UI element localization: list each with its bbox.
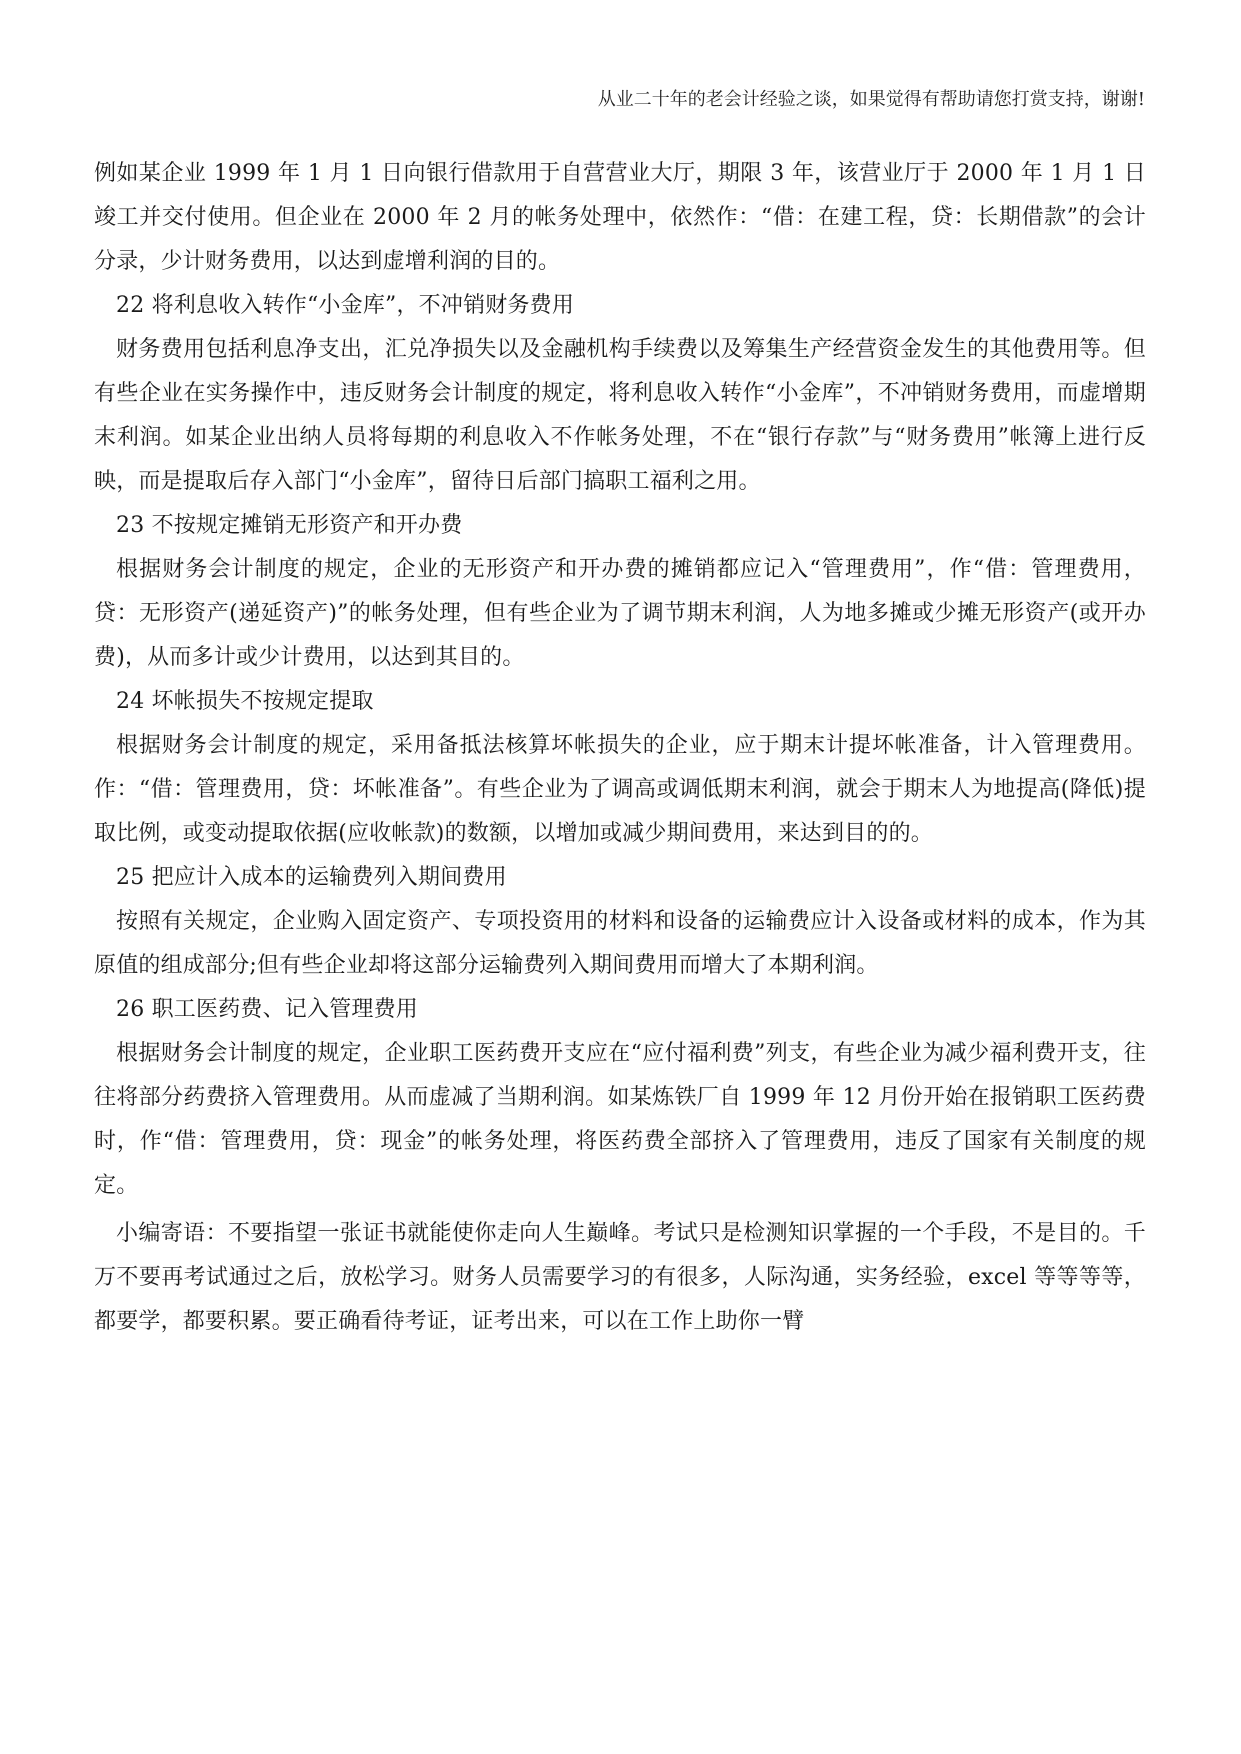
section-heading-26: 26 职工医药费、记入管理费用 — [116, 997, 418, 1022]
section-heading-23: 23 不按规定摊销无形资产和开办费 — [116, 513, 463, 538]
paragraph-section-24: 根据财务会计制度的规定，采用备抵法核算坏帐损失的企业，应于期末计提坏帐准备，计入管理费用。作：“借：管理费用，贷：坏帐准备”。有些企业为了调高或调低期末利润，就会于期末人为地提高(降低)提取比例，或变动提取依据(应收帐款)的数额，以增加或减少期间费用，来达到目的的。 — [94, 733, 1146, 846]
section-heading-25: 25 把应计入成本的运输费列入期间费用 — [116, 865, 507, 890]
section-heading-24: 24 坏帐损失不按规定提取 — [116, 689, 374, 714]
paragraph-section-22: 财务费用包括利息净支出，汇兑净损失以及金融机构手续费以及筹集生产经营资金发生的其他费用等。但有些企业在实务操作中，违反财务会计制度的规定，将利息收入转作“小金库”，不冲销财务费用，而虚增期末利润。如某企业出纳人员将每期的利息收入不作帐务处理，不在“银行存款”与“财务费用”帐簿上进行反映，而是提取后存入部门“小金库”，留待日后部门搞职工福利之用。 — [94, 337, 1146, 494]
section-heading-22: 22 将利息收入转作“小金库”，不冲销财务费用 — [116, 293, 575, 318]
paragraph-example-loan: 例如某企业 1999 年 1 月 1 日向银行借款用于自营营业大厅，期限 3 年，该营业厅于 2000 年 1 月 1 日竣工并交付使用。但企业在 2000 年 2 月的帐务处理中，依然作：“借：在建工程，贷：长期借款”的会计分录，少计财务费用，以达到虚增利润的目的。 — [94, 161, 1146, 274]
document-body — [94, 152, 1146, 1344]
paragraph-section-26: 根据财务会计制度的规定，企业职工医药费开支应在“应付福利费”列支，有些企业为减少福利费开支，往往将部分药费挤入管理费用。从而虚减了当期利润。如某炼铁厂自 1999 年 12 月份开始在报销职工医药费时，作“借：管理费用，贷：现金”的帐务处理，将医药费全部挤入了管理费用，违反了国家有关制度的规定。 — [94, 1041, 1146, 1198]
paragraph-section-25: 按照有关规定，企业购入固定资产、专项投资用的材料和设备的运输费应计入设备或材料的成本，作为其原值的组成部分;但有些企业却将这部分运输费列入期间费用而增大了本期利润。 — [94, 909, 1146, 978]
paragraph-section-23: 根据财务会计制度的规定，企业的无形资产和开办费的摊销都应记入“管理费用”，作“借：管理费用，贷：无形资产(递延资产)”的帐务处理，但有些企业为了调节期末利润，人为地多摊或少摊无形资产(或开办费)，从而多计或少计费用，以达到其目的。 — [94, 557, 1146, 670]
editor-closing-note: 小编寄语：不要指望一张证书就能使你走向人生巅峰。考试只是检测知识掌握的一个手段，不是目的。千万不要再考试通过之后，放松学习。财务人员需要学习的有很多，人际沟通，实务经验，excel 等等等等，都要学，都要积累。要正确看待考证，证考出来，可以在工作上助你一臂 — [94, 1221, 1146, 1334]
page-header-note: 从业二十年的老会计经验之谈，如果觉得有帮助请您打赏支持，谢谢! — [597, 89, 1145, 110]
